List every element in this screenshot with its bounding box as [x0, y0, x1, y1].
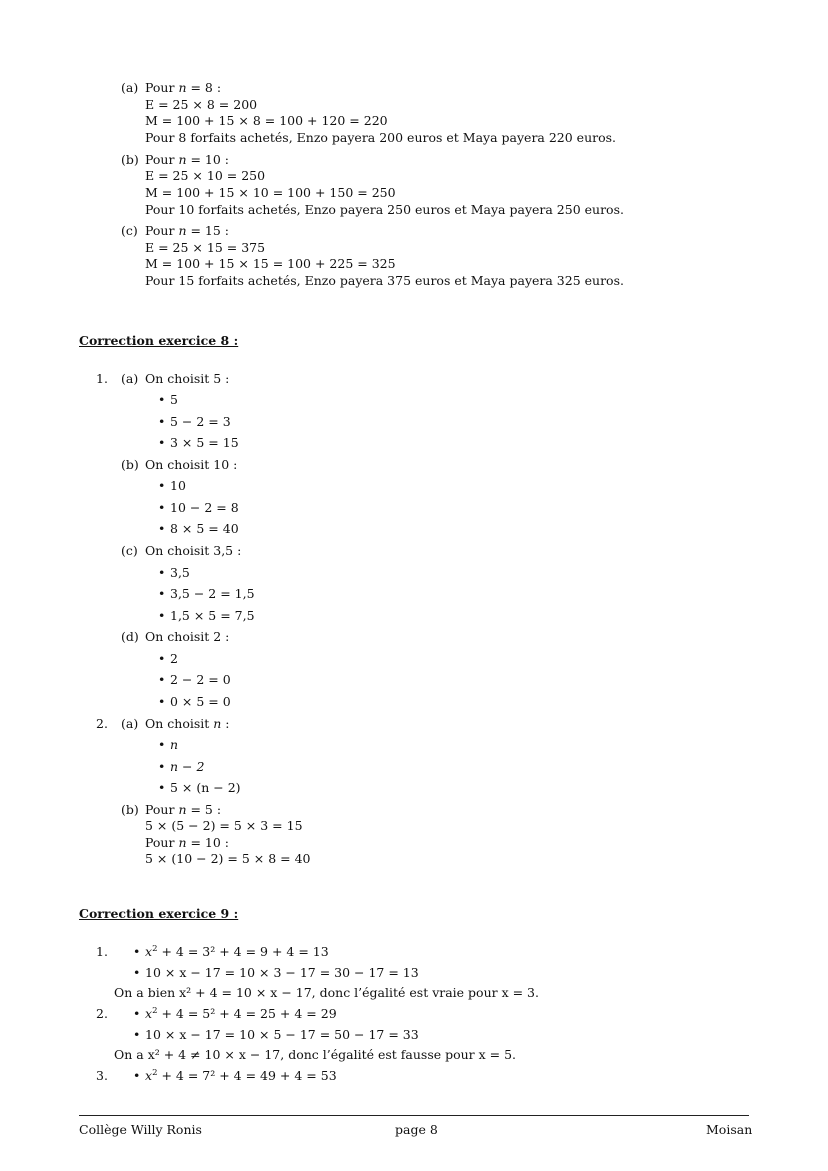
list-item: • 2 [170, 651, 178, 668]
section-heading-ex9: Correction exercice 9 : [79, 906, 239, 921]
conclusion-line: Pour 10 forfaits achetés, Enzo payera 250 euros et Maya payera 250 euros. [145, 202, 624, 217]
list-item: • 1,5 × 5 = 7,5 [170, 608, 255, 625]
question-number: 2. [96, 716, 108, 731]
list-item: • n − 2 [170, 759, 204, 776]
list-item: • 3,5 [170, 565, 190, 582]
list-item: • 5 × (n − 2) [170, 780, 241, 797]
list-item: • 3,5 − 2 = 1,5 [170, 586, 255, 603]
question-number: 3. [96, 1068, 108, 1083]
item-label: (a) [121, 80, 139, 95]
item-d-title: (d) On choisit 2 : [121, 629, 230, 644]
item-a-title: (a) On choisit n : [121, 716, 230, 731]
list-item: • n [170, 737, 178, 754]
footer-left: Collège Willy Ronis [79, 1122, 202, 1137]
footer-page-number: page 8 [395, 1122, 438, 1137]
section-heading-ex8: Correction exercice 8 : [79, 333, 239, 348]
list-item: • 10 [170, 478, 186, 495]
footer-divider [79, 1115, 749, 1116]
list-item: • 5 − 2 = 3 [170, 414, 231, 431]
item-b-title: (b) On choisit 10 : [121, 457, 238, 472]
item-label: (c) [121, 223, 138, 238]
formula-line: Pour n = 10 : [145, 835, 230, 850]
formula-line: 5 × (5 − 2) = 5 × 3 = 15 [145, 818, 303, 833]
formula-line: M = 100 + 15 × 8 = 100 + 120 = 220 [145, 113, 388, 128]
conclusion-line: On a x² + 4 ≠ 10 × x − 17, donc l’égalité est fausse pour x = 5. [114, 1047, 517, 1062]
item-b-title: (b) Pour n = 10 : [121, 152, 230, 167]
conclusion-line: Pour 15 forfaits achetés, Enzo payera 375 euros et Maya payera 325 euros. [145, 273, 624, 288]
item-label: (b) [121, 152, 139, 167]
question-number: 2. [96, 1006, 108, 1021]
list-item: • 2 − 2 = 0 [170, 672, 231, 689]
item-a-title: (a) Pour n = 8 : [121, 80, 222, 95]
formula-line: M = 100 + 15 × 15 = 100 + 225 = 325 [145, 256, 396, 271]
list-item: • 10 − 2 = 8 [170, 500, 239, 517]
list-item: • 10 × x − 17 = 10 × 5 − 17 = 50 − 17 = 33 [145, 1027, 419, 1044]
item-b-title: (b) Pour n = 5 : [121, 802, 222, 817]
formula-line: E = 25 × 8 = 200 [145, 97, 258, 112]
list-item: • 0 × 5 = 0 [170, 694, 231, 711]
list-item: • 10 × x − 17 = 10 × 3 − 17 = 30 − 17 = 13 [145, 965, 419, 982]
item-c-title: (c) Pour n = 15 : [121, 223, 230, 238]
conclusion-line: On a bien x² + 4 = 10 × x − 17, donc l’égalité est vraie pour x = 3. [114, 985, 539, 1000]
list-item: • 8 × 5 = 40 [170, 521, 239, 538]
item-a-title: (a) On choisit 5 : [121, 371, 230, 386]
formula-line: M = 100 + 15 × 10 = 100 + 150 = 250 [145, 185, 396, 200]
formula-line: E = 25 × 15 = 375 [145, 240, 266, 255]
list-item: • 3 × 5 = 15 [170, 435, 239, 452]
footer-right: Moisan [706, 1122, 753, 1137]
list-item: • 5 [170, 392, 178, 409]
list-item: • $x^2 + 4 = 7^2 + 4 = 49 + 4 = 53$ [145, 1068, 337, 1085]
conclusion-line: Pour 8 forfaits achetés, Enzo payera 200 euros et Maya payera 220 euros. [145, 130, 617, 145]
formula-line: E = 25 × 10 = 250 [145, 168, 266, 183]
question-number: 1. [96, 371, 108, 386]
list-item: • $x^2 + 4 = 5^2 + 4 = 25 + 4 = 29$ [145, 1006, 337, 1023]
formula-line: 5 × (10 − 2) = 5 × 8 = 40 [145, 851, 311, 866]
list-item: • $x^2 + 4 = 3^2 + 4 = 9 + 4 = 13$ [145, 944, 329, 961]
question-number: 1. [96, 944, 108, 959]
item-c-title: (c) On choisit 3,5 : [121, 543, 242, 558]
